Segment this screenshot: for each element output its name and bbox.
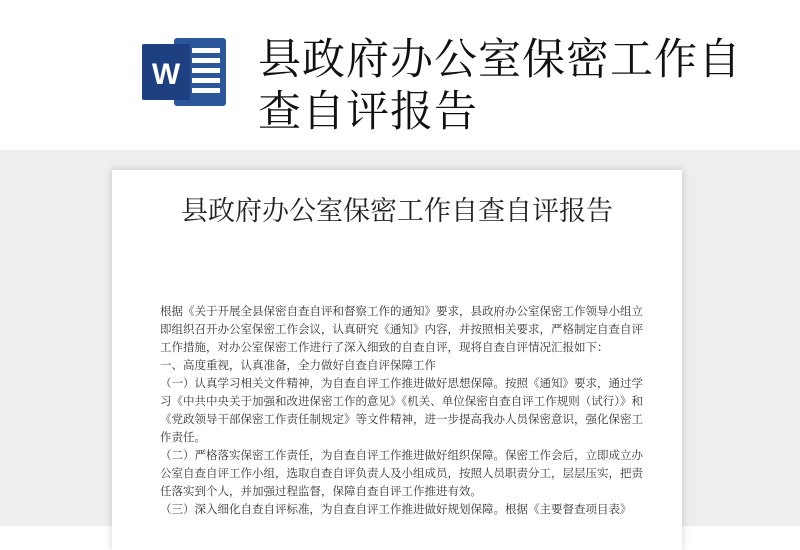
word-document-icon bbox=[138, 32, 230, 112]
banner bbox=[0, 0, 800, 150]
paragraph-3: （三）深入细化自查自评标准，为自查自评工作推进做好规划保障。根据《主要督查项目表》 bbox=[160, 502, 632, 516]
paragraph-intro: 根据《关于开展全县保密自查自评和督察工作的通知》要求，县政府办公室保密工作领导小组立即组织召开办公室保密工作会议，认真研究《通知》内容，并按照相关要求，严格制定自查自评工作措施，对办公室保密工作进行了深入细致的自查自评，现将自查自评情况汇报如下： bbox=[160, 304, 643, 354]
paragraph-2: （二）严格落实保密工作责任，为自查自评工作推进做好组织保障。保密工作会后，立即成立办公室自查自评工作小组，选取自查自评负责人及小组成员，按照人员职责分工，层层压实，把责任落实到个人，并加强过程监督，保障自查自评工作推进有效。 bbox=[160, 448, 643, 498]
paragraph-1: （一）认真学习相关文件精神，为自查自评工作推进做好思想保障。按照《通知》要求，通过学习《中共中央关于加强和改进保密工作的意见》《机关、单位保密自查自评工作规则（试行）》和《党政领导干部保密工作责任制规定》等文件精神，进一步提高我办人员保密意识，强化保密工作责任。 bbox=[160, 376, 643, 444]
banner-title: 县政府办公室保密工作自查自评报告 bbox=[258, 35, 742, 137]
word-icon-letter: W bbox=[151, 58, 181, 91]
document-body bbox=[160, 302, 646, 518]
document-title: 县政府办公室保密工作自查自评报告 bbox=[181, 196, 613, 227]
section-heading-1: 一、高度重视，认真准备，全力做好自查自评保障工作 bbox=[160, 358, 436, 372]
document-page bbox=[112, 170, 682, 550]
